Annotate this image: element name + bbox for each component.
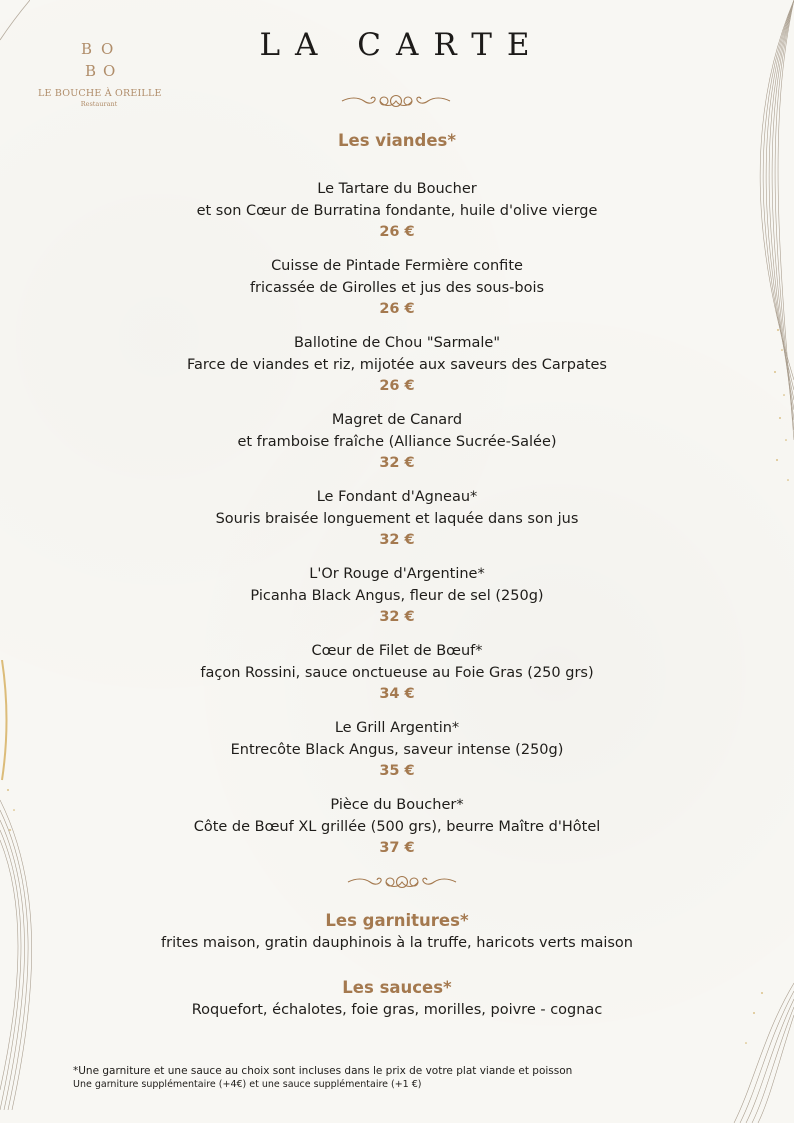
section-heading-garnitures: Les garnitures* [325,911,469,930]
menu-item-description: Farce de viandes et riz, mijotée aux saveurs des Carpates [186,357,607,373]
menu-item [0,640,794,717]
menu-item-name: Cuisse de Pintade Fermière confite [271,258,523,274]
menu-item-name: Pièce du Boucher* [330,797,464,813]
menu-item [0,178,794,255]
flourish-ornament-bottom [346,873,458,891]
section-heading-sauces: Les sauces* [342,978,452,997]
menu-item-description: Côte de Bœuf XL grillée (500 grs), beurre Maître d'Hôtel [193,819,601,835]
menu-item-price: 26 € [379,378,415,394]
menu-item [0,255,794,332]
menu-item-description: Entrecôte Black Angus, saveur intense (250g) [230,742,564,758]
menu-item [0,409,794,486]
menu-item-price: 37 € [379,840,415,856]
sauces-list: Roquefort, échalotes, foie gras, morilles, poivre - cognac [191,1002,603,1018]
logo-letter: B [85,62,97,80]
flourish-ornament-top [340,92,452,110]
logo-letter: O [101,40,114,58]
logo-name: LE BOUCHE À OREILLE [38,88,162,99]
menu-item [0,717,794,794]
menu-item-price: 32 € [379,609,415,625]
logo-letter: B [81,40,93,58]
menu-item-description: façon Rossini, sauce onctueuse au Foie Gras (250 grs) [200,665,594,681]
section-heading-viandes: Les viandes* [337,131,456,150]
menu-item [0,563,794,640]
menu-item-description: Picanha Black Angus, fleur de sel (250g) [250,588,544,604]
menu-item-price: 32 € [379,455,415,471]
menu-item-price: 32 € [379,532,415,548]
menu-item-name: Cœur de Filet de Bœuf* [311,643,483,659]
menu-item-name: Magret de Canard [331,412,463,428]
menu-item-name: L'Or Rouge d'Argentine* [309,566,485,582]
footnote [73,1064,572,1092]
menu-item [0,332,794,409]
menu-item-description: Souris braisée longuement et laquée dans son jus [215,511,579,527]
footnote-line-2: Une garniture supplémentaire (+4€) et une sauce supplémentaire (+1 €) [73,1079,422,1090]
garnitures-list: frites maison, gratin dauphinois à la truffe, haricots verts maison [161,935,633,951]
menu-item-name: Le Tartare du Boucher [317,181,477,197]
menu-item [0,794,794,871]
menu-item-price: 34 € [379,686,415,702]
page-title: LA CARTE [259,27,545,63]
meat-items-list [0,178,794,871]
footnote-line-1: *Une garniture et une sauce au choix sont incluses dans le prix de votre plat viande et poisson [73,1065,573,1077]
menu-item-price: 35 € [379,763,415,779]
logo-letter: O [103,62,116,80]
menu-item-description: et framboise fraîche (Alliance Sucrée-Salée) [237,434,557,450]
menu-item-price: 26 € [379,301,415,317]
menu-item-name: Le Grill Argentin* [334,720,460,736]
logo-subtitle: Restaurant [80,100,118,108]
menu-item-name: Ballotine de Chou "Sarmale" [293,335,500,351]
menu-item [0,486,794,563]
menu-item-description: fricassée de Girolles et jus des sous-bois [249,280,545,296]
menu-item-description: et son Cœur de Burratina fondante, huile d'olive vierge [196,203,598,219]
menu-item-price: 26 € [379,224,415,240]
menu-item-name: Le Fondant d'Agneau* [316,489,478,505]
